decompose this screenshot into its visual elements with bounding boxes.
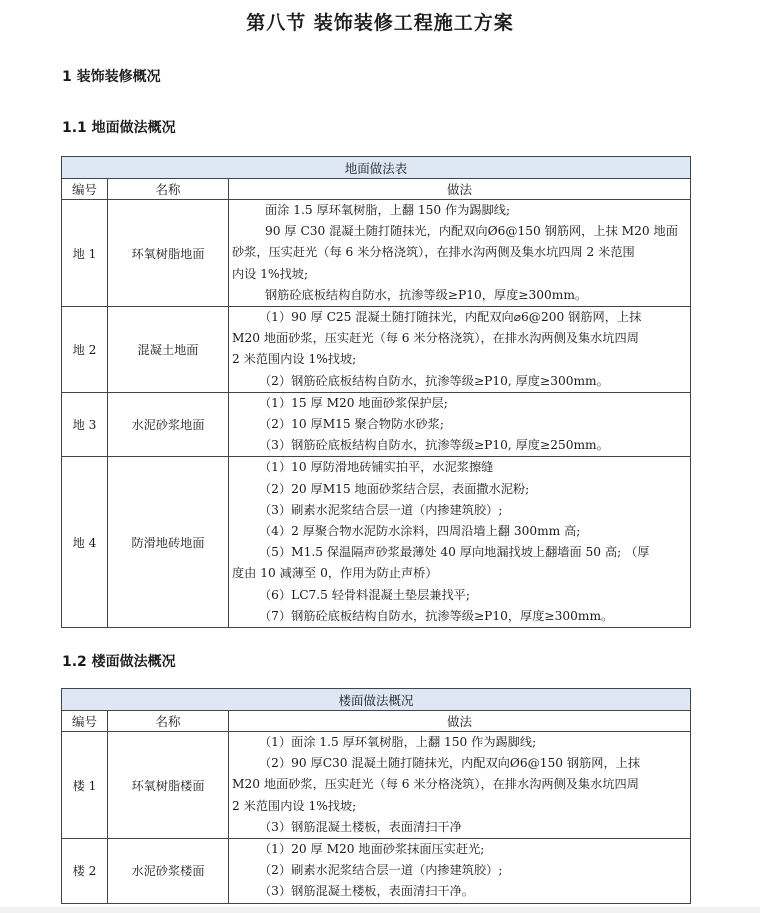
table-row bbox=[62, 457, 691, 628]
table-row bbox=[62, 307, 691, 393]
row-name: 水泥砂浆楼面 bbox=[108, 839, 229, 904]
table-row bbox=[62, 200, 691, 307]
section-heading: 1 装饰装修概况 bbox=[62, 69, 161, 85]
method-line: （2）10 厚M15 聚合物防水砂浆; bbox=[259, 417, 444, 432]
row-code: 地 2 bbox=[62, 307, 108, 393]
table-row bbox=[62, 392, 691, 457]
method-line: 内设 1%找坡; bbox=[232, 266, 309, 281]
method-line: （6）LC7.5 轻骨料混凝土垫层兼找平; bbox=[259, 587, 470, 602]
row-name: 环氧树脂楼面 bbox=[108, 732, 229, 839]
column-header-code: 编号 bbox=[62, 179, 108, 200]
method-line: M20 地面砂浆，压实赶光（每 6 米分格浇筑），在排水沟两侧及集水坑四周 bbox=[232, 777, 639, 792]
row-method bbox=[229, 307, 691, 393]
method-line: 2 米范围内设 1%找坡; bbox=[232, 798, 357, 813]
row-method bbox=[229, 200, 691, 307]
row-name: 水泥砂浆地面 bbox=[108, 392, 229, 457]
row-code: 地 3 bbox=[62, 392, 108, 457]
bottom-edge-bar bbox=[0, 907, 760, 913]
subsection-heading-ground: 1.1 地面做法概况 bbox=[62, 120, 176, 136]
row-method bbox=[229, 732, 691, 839]
table-row bbox=[62, 839, 691, 904]
floor-method-table bbox=[61, 688, 691, 904]
method-line: （2）90 厚C30 混凝土随打随抹光，内配双向Ø6@150 钢筋网，上抹 bbox=[259, 756, 641, 771]
method-line: （2）钢筋砼底板结构自防水，抗渗等级≥P10, 厚度≥300mm。 bbox=[259, 373, 609, 388]
method-line: （3）钢筋混凝土楼板，表面清扫干净 bbox=[259, 819, 462, 834]
method-line: M20 地面砂浆，压实赶光（每 6 米分格浇筑），在排水沟两侧及集水坑四周 bbox=[232, 331, 639, 346]
row-method bbox=[229, 392, 691, 457]
column-header-code: 编号 bbox=[62, 711, 108, 732]
row-code: 楼 2 bbox=[62, 839, 108, 904]
table-caption: 地面做法表 bbox=[62, 157, 691, 179]
row-code: 地 1 bbox=[62, 200, 108, 307]
method-line: 度由 10 减薄至 0，作用为防止声桥） bbox=[232, 566, 438, 581]
method-line: （2）刷素水泥浆结合层一道（内掺建筑胶）; bbox=[259, 863, 503, 878]
method-line: （4）2 厚聚合物水泥防水涂料，四周沿墙上翻 300mm 高; bbox=[259, 524, 581, 539]
method-line: （1）15 厚 M20 地面砂浆保护层; bbox=[259, 395, 448, 410]
method-line: 面涂 1.5 厚环氧树脂，上翻 150 作为踢脚线; bbox=[265, 203, 511, 217]
column-header-name: 名称 bbox=[108, 179, 229, 200]
method-line: 钢筋砼底板结构自防水，抗渗等级≥P10，厚度≥300mm。 bbox=[265, 287, 588, 302]
table-row bbox=[62, 732, 691, 839]
row-method bbox=[229, 839, 691, 904]
method-line: （7）钢筋砼底板结构自防水，抗渗等级≥P10，厚度≥300mm。 bbox=[259, 608, 614, 623]
method-line: 砂浆，压实赶光（每 6 米分格浇筑），在排水沟两侧及集水坑四周 2 米范围 bbox=[232, 245, 635, 260]
table-caption: 楼面做法概况 bbox=[62, 689, 691, 711]
method-line: （2）20 厚M15 地面砂浆结合层，表面撒水泥粉; bbox=[259, 481, 530, 496]
subsection-heading-floor: 1.2 楼面做法概况 bbox=[62, 654, 176, 670]
row-code: 楼 1 bbox=[62, 732, 108, 839]
method-line: （3）钢筋砼底板结构自防水，抗渗等级≥P10, 厚度≥250mm。 bbox=[259, 438, 609, 453]
column-header-method: 做法 bbox=[229, 711, 691, 732]
method-line: （5）M1.5 保温隔声砂浆最薄处 40 厚向地漏找坡上翻墙面 50 高; （厚 bbox=[259, 545, 650, 560]
row-name: 防滑地砖地面 bbox=[108, 457, 229, 628]
ground-method-table bbox=[61, 156, 691, 628]
row-method bbox=[229, 457, 691, 628]
column-header-name: 名称 bbox=[108, 711, 229, 732]
method-line: 2 米范围内设 1%找坡; bbox=[232, 352, 357, 367]
method-line: （3）刷素水泥浆结合层一道（内掺建筑胶）; bbox=[259, 502, 503, 517]
page-title: 第八节 装饰装修工程施工方案 bbox=[246, 12, 514, 34]
row-code: 地 4 bbox=[62, 457, 108, 628]
method-line: （1）20 厚 M20 地面砂浆抹面压实赶光; bbox=[259, 842, 485, 857]
method-line: （1）面涂 1.5 厚环氧树脂，上翻 150 作为踢脚线; bbox=[259, 735, 537, 749]
row-name: 混凝土地面 bbox=[108, 307, 229, 393]
row-name: 环氧树脂地面 bbox=[108, 200, 229, 307]
column-header-method: 做法 bbox=[229, 179, 691, 200]
method-line: （1）90 厚 C25 混凝土随打随抹光，内配双向⌀6@200 钢筋网，上抹 bbox=[259, 310, 642, 325]
method-line: （3）钢筋混凝土楼板，表面清扫干净。 bbox=[259, 884, 474, 899]
method-line: 90 厚 C30 混凝土随打随抹光，内配双向Ø6@150 钢筋网，上抹 M20 地面 bbox=[265, 224, 678, 239]
method-line: （1）10 厚防滑地砖铺实拍平，水泥浆擦缝 bbox=[259, 460, 494, 475]
